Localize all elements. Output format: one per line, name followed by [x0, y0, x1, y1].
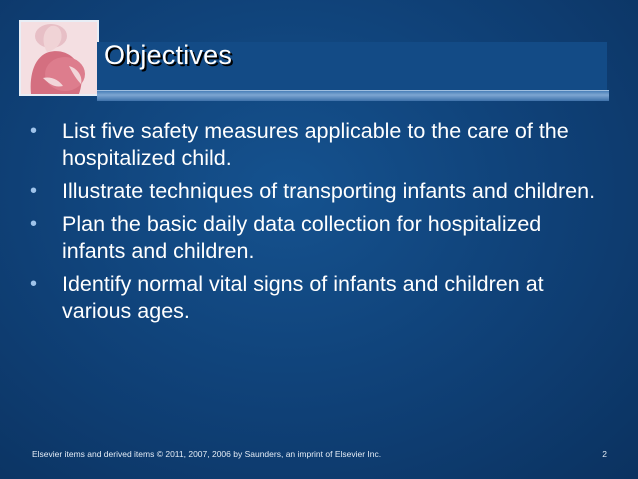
- pregnant-woman-illustration: [21, 22, 97, 94]
- list-item-text: Illustrate techniques of transporting infants and children.: [62, 179, 596, 203]
- list-item: [26, 118, 606, 172]
- list-item-text: Identify normal vital signs of infants and children at various ages.: [62, 272, 544, 323]
- list-item: [26, 271, 606, 325]
- list-item: [26, 178, 606, 205]
- title-underline: [97, 90, 609, 101]
- copyright-text: Elsevier items and derived items © 2011, 2007, 2006 by Saunders, an imprint of Elsevier Inc.: [32, 449, 382, 459]
- pregnant-woman-photo: [19, 20, 99, 96]
- page-number: 2: [602, 449, 607, 459]
- bullet-icon: •: [30, 180, 38, 202]
- list-item: [26, 211, 606, 265]
- slide-footer: [32, 449, 607, 459]
- bullet-icon: •: [30, 273, 38, 295]
- bullet-icon: •: [30, 120, 38, 142]
- list-item-text: List five safety measures applicable to the care of the hospitalized child.: [62, 119, 569, 170]
- slide-title: Objectives: [104, 40, 233, 70]
- list-item-text: Plan the basic daily data collection for hospitalized infants and children.: [62, 212, 542, 263]
- objectives-list: [26, 118, 606, 331]
- bullet-icon: •: [30, 213, 38, 235]
